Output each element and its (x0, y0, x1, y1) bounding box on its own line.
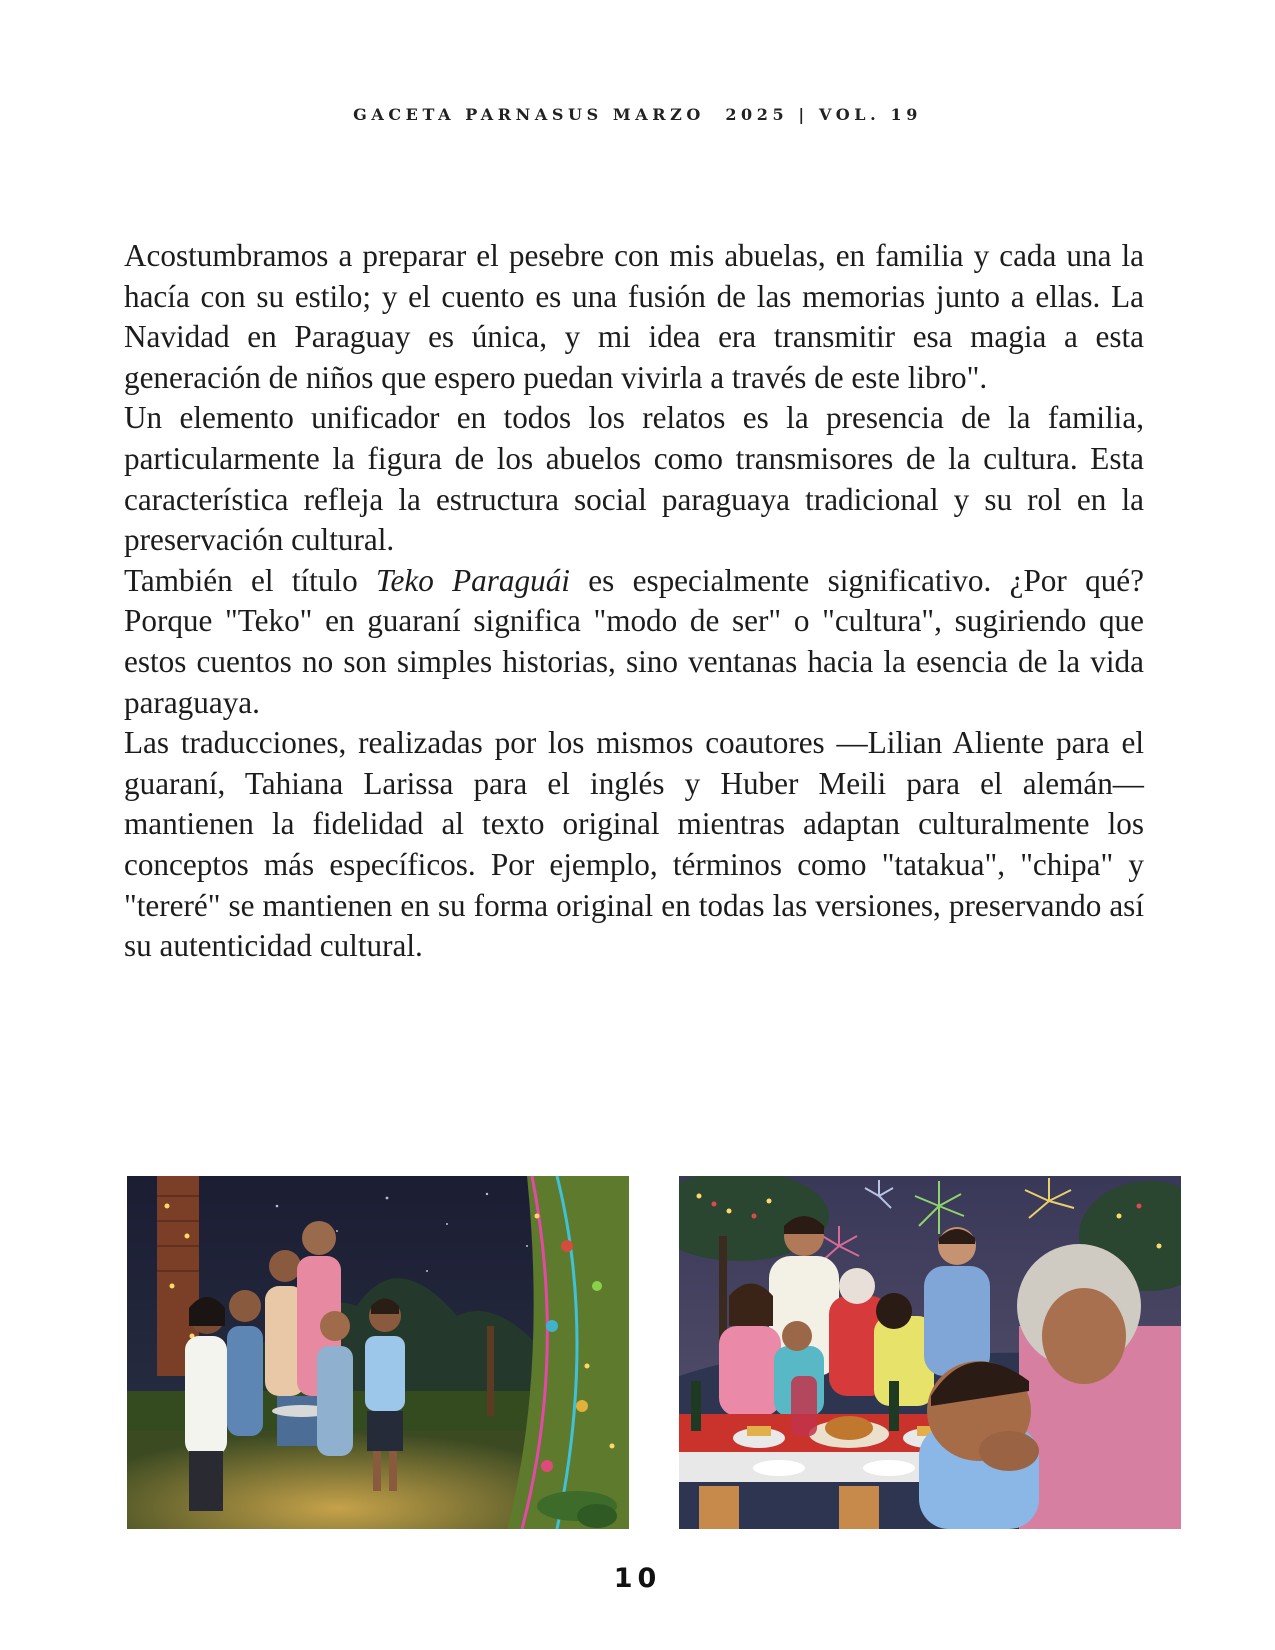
page-number: 10 (613, 1563, 662, 1594)
publication-header: GACETA PARNASUS MARZO 2025 | VOL. 19 (353, 105, 922, 124)
nativity-night-family-illustration (127, 1176, 629, 1529)
paragraph-titulo (124, 561, 1144, 723)
paragraph-traducciones: Las traducciones, realizadas por los mismos coautores —Lilian Aliente para el guaraní, Tahiana Larissa para el inglés y Huber Meili para el alemán— mantienen la fidelidad al texto original mientras adaptan culturalmente los conceptos más específicos. Por ejemplo, términos como "tatakua", "chipa" y "tereré" se mantienen en su forma original en todas las versiones, preservando así su autenticidad cultural. (124, 725, 1144, 964)
christmas-dinner-family-illustration (679, 1176, 1181, 1529)
book-title-italic: Teko Paraguái (376, 562, 570, 598)
paragraph-familia: Un elemento unificador en todos los relatos es la presencia de la familia, particularmente la figura de los abuelos como transmisores de la cultura. Esta característica refleja la estructura social paraguaya tradicional y su rol en la preservación cultural. (124, 400, 1144, 558)
paragraph-titulo-end: es especialmente significativo. ¿Por qué? Porque "Teko" en guaraní significa "modo de ser" o "cultura", sugiriendo que estos cuentos no son simples historias, sino ventanas hacia la esencia de la vida paraguaya. (124, 562, 1144, 720)
paragraph-pesebre: Acostumbramos a preparar el pesebre con mis abuelas, en familia y cada una la hacía con su estilo; y el cuento es una fusión de las memorias junto a ellas. La Navidad en Paraguay es única, y mi idea era transmitir esa magia a esta generación de niños que espero puedan vivirla a través de este libro". (124, 238, 1144, 395)
article-body (124, 236, 1144, 967)
paragraph-titulo-start: También el título (124, 562, 377, 598)
